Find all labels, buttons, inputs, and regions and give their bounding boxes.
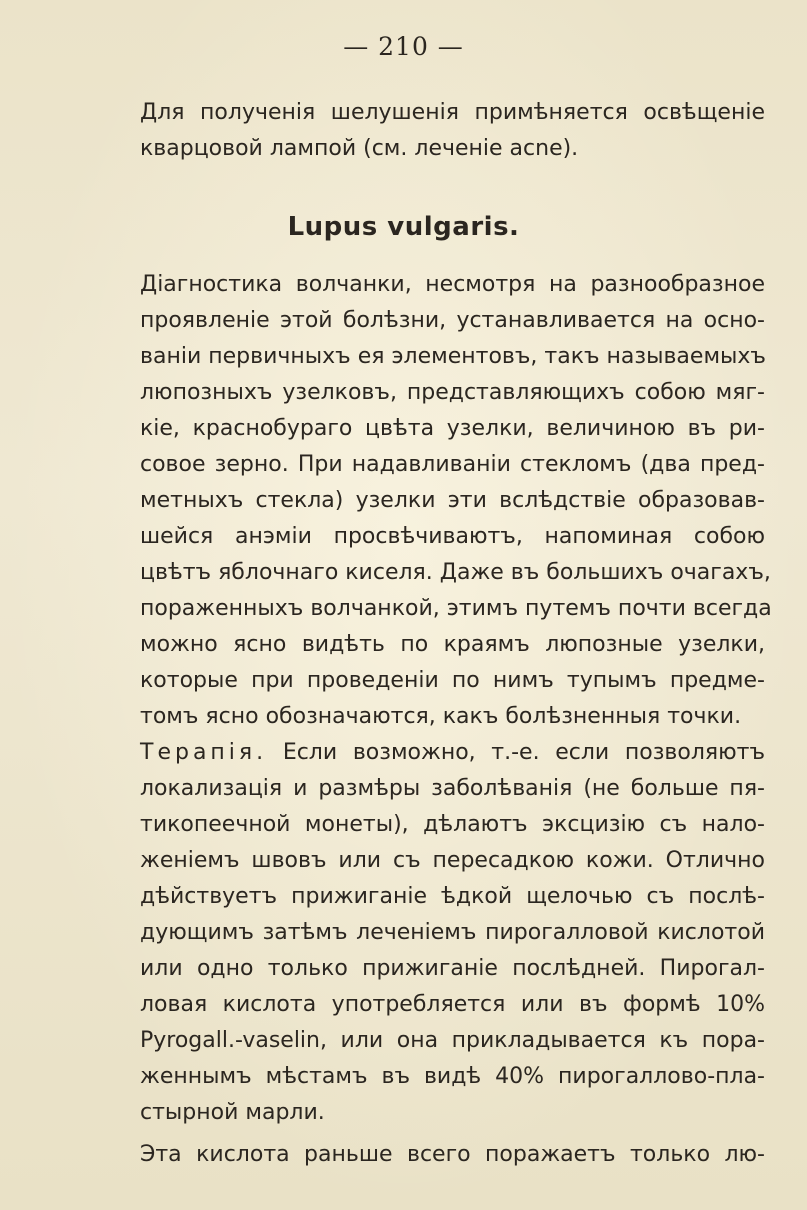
body-line-9: цвѣтъ яблочнаго киселя. Даже въ большихъ очагахъ, — [140, 560, 771, 585]
final-line: Эта кислота раньше всего поражаетъ только лю- — [140, 1142, 765, 1167]
therapy-line-1: локализація и размѣры заболѣванія (не больше пя- — [140, 776, 765, 801]
body-line-3: ваніи первичныхъ ея элементовъ, такъ называемыхъ — [140, 344, 766, 369]
body-line-2: проявленіе этой болѣзни, устанавливается на осно- — [140, 308, 765, 333]
therapy-first-rest: Если возможно, т.-е. если позволяютъ — [282, 740, 765, 765]
page-number: — 210 — — [343, 32, 464, 61]
therapy-line-9: женнымъ мѣстамъ въ видѣ 40% пирогаллово-пла- — [140, 1064, 765, 1089]
therapy-first-line — [140, 738, 765, 768]
body-line-4: люпозныхъ узелковъ, представляющихъ собою мяг- — [140, 380, 765, 405]
therapy-line-2: тикопеечной монеты), дѣлаютъ эксцизію съ нало- — [140, 812, 765, 837]
body-line-1: Діагностика волчанки, несмотря на разнообразное — [140, 272, 765, 297]
body-line-8: шейся анэміи просвѣчиваютъ, напоминая собою — [140, 524, 765, 549]
therapy-line-7: ловая кислота употребляется или въ формѣ 10% — [140, 992, 765, 1017]
section-heading: Lupus vulgaris. — [287, 212, 520, 242]
therapy-line-4: дѣйствуетъ прижиганіе ѣдкой щелочью съ послѣ- — [140, 884, 765, 909]
therapy-line-10: стырной марли. — [140, 1100, 325, 1125]
body-line-6: совое зерно. При надавливаніи стекломъ (два пред- — [140, 452, 765, 477]
body-line-12: которые при проведеніи по нимъ тупымъ предме- — [140, 668, 765, 693]
body-line-5: кіе, краснобураго цвѣта узелки, величиною въ ри- — [140, 416, 765, 441]
body-line-11: можно ясно видѣть по краямъ люпозные узелки, — [140, 632, 765, 657]
intro-line-2: кварцовой лампой (см. леченіе acne). — [140, 136, 579, 161]
body-line-13: томъ ясно обозначаются, какъ болѣзненныя точки. — [140, 704, 742, 729]
intro-line-1: Для полученія шелушенія примѣняется освѣщеніе — [140, 100, 765, 125]
therapy-line-5: дующимъ затѣмъ леченіемъ пирогалловой кислотой — [140, 920, 765, 945]
therapy-label: Терапія. — [140, 740, 268, 765]
body-line-7: метныхъ стекла) узелки эти вслѣдствіе образовав- — [140, 488, 765, 513]
therapy-line-3: женіемъ швовъ или съ пересадкою кожи. Отлично — [140, 848, 765, 873]
therapy-line-6: или одно только прижиганіе послѣдней. Пирогал- — [140, 956, 765, 981]
body-line-10: пораженныхъ волчанкой, этимъ путемъ почти всегда — [140, 596, 772, 621]
therapy-line-8: Pyrogall.-vaselin, или она прикладывается къ пора- — [140, 1028, 765, 1053]
